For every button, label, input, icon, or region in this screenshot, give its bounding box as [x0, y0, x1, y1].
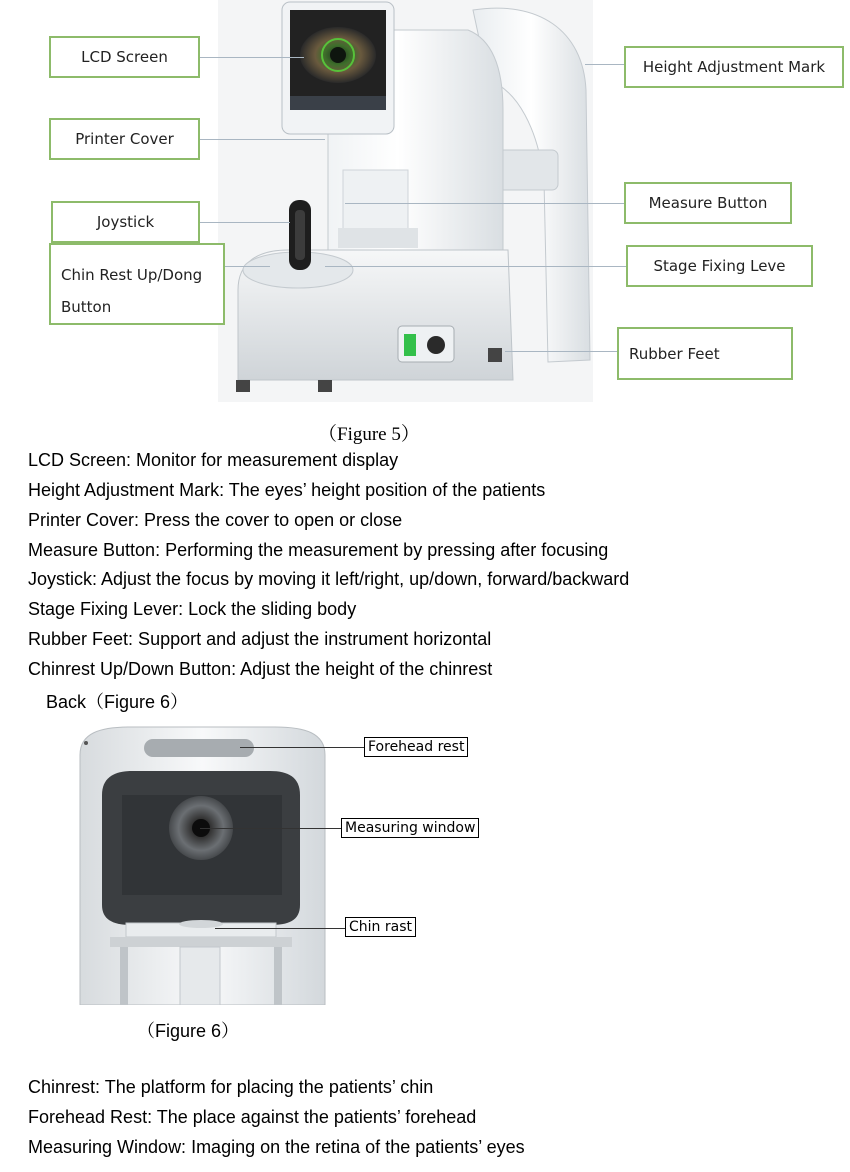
leader-line-forehead-rest: [240, 747, 364, 748]
label-chin-rest-button: [49, 243, 225, 325]
label-lcd-screen: LCD Screen: [49, 36, 200, 78]
desc-height-adjustment-mark: Height Adjustment Mark: The eyes’ height position of the patients: [28, 480, 546, 500]
leader-line-height-adjustment-mark: [585, 64, 624, 65]
autorefractor-front-illustration: [218, 0, 593, 402]
leader-line-printer-cover: [200, 139, 325, 140]
label-chin-rest-line1: Chin Rest Up/Dong: [61, 266, 203, 284]
label-measuring-window: Measuring window: [341, 818, 479, 838]
leader-line-joystick: [200, 222, 290, 223]
leader-line-chin-rest-button: [225, 266, 270, 267]
figure6-caption: （Figure 6）: [137, 1021, 240, 1041]
label-joystick: Joystick: [51, 201, 200, 243]
desc-lcd-screen: LCD Screen: Monitor for measurement display: [28, 450, 399, 470]
label-chin-rest-line2: Button: [61, 298, 112, 316]
label-height-adjustment-mark: Height Adjustment Mark: [624, 46, 844, 88]
leader-line-rubber-feet: [505, 351, 617, 352]
figure5-caption: （Figure 5）: [318, 424, 420, 445]
desc-chinrest-button: Chinrest Up/Down Button: Adjust the height of the chinrest: [28, 659, 493, 679]
desc-forehead-rest: Forehead Rest: The place against the patients’ forehead: [28, 1107, 477, 1127]
leader-line-measuring-window: [200, 828, 341, 829]
leader-line-chin-rest: [215, 928, 345, 929]
figure6-heading: Back（Figure 6）: [46, 692, 189, 712]
desc-joystick: Joystick: Adjust the focus by moving it left/right, up/down, forward/backward: [28, 569, 630, 589]
label-forehead-rest: Forehead rest: [364, 737, 468, 757]
desc-stage-fixing-lever: Stage Fixing Lever: Lock the sliding body: [28, 599, 357, 619]
label-measure-button: Measure Button: [624, 182, 792, 224]
desc-measuring-window: Measuring Window: Imaging on the retina of the patients’ eyes: [28, 1137, 525, 1157]
leader-line-stage-fixing-lever: [325, 266, 626, 267]
leader-line-lcd-screen: [200, 57, 304, 58]
leader-line-measure-button: [345, 203, 624, 204]
label-chin-rest: Chin rast: [345, 917, 416, 937]
desc-measure-button: Measure Button: Performing the measurement by pressing after focusing: [28, 540, 609, 560]
label-stage-fixing-lever: Stage Fixing Leve: [626, 245, 813, 287]
autorefractor-back-illustration: [70, 725, 335, 1005]
desc-rubber-feet: Rubber Feet: Support and adjust the instrument horizontal: [28, 629, 492, 649]
desc-chinrest: Chinrest: The platform for placing the patients’ chin: [28, 1077, 434, 1097]
desc-printer-cover: Printer Cover: Press the cover to open or close: [28, 510, 403, 530]
label-rubber-feet: Rubber Feet: [617, 327, 793, 380]
label-printer-cover: Printer Cover: [49, 118, 200, 160]
